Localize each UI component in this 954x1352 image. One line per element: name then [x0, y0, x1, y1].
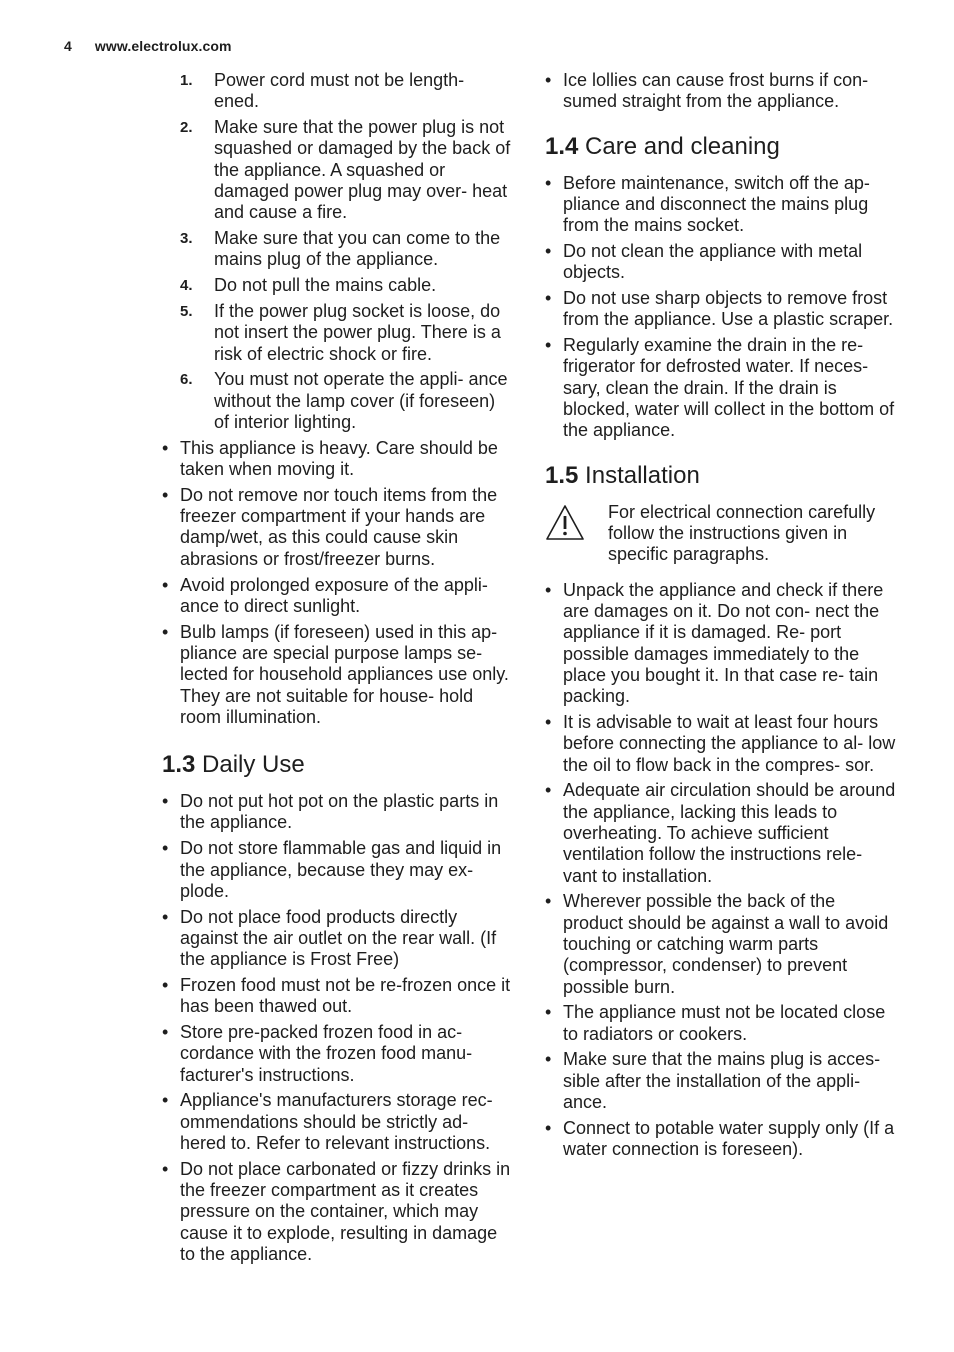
list-item-text: The appliance must not be located close to radiators or cookers. [563, 1002, 886, 1044]
numbered-list [180, 70, 514, 433]
safety-bullet-list [162, 438, 514, 728]
list-item [545, 241, 897, 284]
bullet-icon: • [162, 437, 169, 458]
list-item-text: Store pre-packed frozen food in ac- cordance with the frozen food manu- facturer's instructions. [180, 1022, 473, 1085]
bullet-icon: • [545, 1117, 552, 1138]
list-item-text: Frozen food must not be re-frozen once it has been thawed out. [180, 974, 511, 1017]
list-item-text: Unpack the appliance and check if there are damages on it. Do not con- nect the appliance if it is damaged. Re- port possible damages immediately to the place you bought it. In that case re- tain packing. [563, 579, 884, 707]
bullet-icon: • [162, 838, 169, 859]
numbered-item [180, 301, 514, 365]
list-item-text: Make sure that the mains plug is acces- sible after the installation of the appli- ance. [563, 1049, 881, 1112]
top-bullet-list [545, 70, 897, 113]
section-title: Care and cleaning [585, 132, 780, 160]
list-item-text: Do not place food products directly against the air outlet on the rear wall. (If the appliance is Frost Free) [180, 906, 497, 970]
item-number: 1. [180, 72, 193, 89]
list-item-text: Do not store flammable gas and liquid in the appliance, because they may ex- plode. [180, 838, 502, 901]
bullet-icon: • [545, 579, 552, 600]
section-number: 1.4 [545, 132, 579, 160]
list-item-text: Ice lollies can cause frost burns if con- sumed straight from the appliance. [563, 70, 869, 112]
list-item-text: Do not clean the appliance with metal objects. [563, 240, 863, 283]
list-item [162, 485, 514, 570]
item-number: 4. [180, 277, 193, 295]
list-item [162, 438, 514, 481]
bullet-icon: • [545, 172, 552, 193]
list-item [162, 975, 514, 1018]
list-item-text: Do not remove nor touch items from the freezer compartment if your hands are damp/wet, as this could cause skin abrasions or frost/freezer burns. [180, 484, 498, 569]
item-text: You must not operate the appli- ance without the lamp cover (if foreseen) of interior lighting. [214, 369, 508, 432]
item-number: 2. [180, 119, 193, 137]
section-heading-daily-use [162, 751, 514, 779]
bullet-icon: • [162, 621, 169, 642]
bullet-icon: • [545, 1002, 552, 1023]
numbered-item [180, 228, 514, 271]
bullet-icon: • [545, 711, 552, 732]
list-item-text: Avoid prolonged exposure of the appli- ance to direct sunlight. [180, 574, 488, 616]
list-item [162, 575, 514, 618]
item-text: Do not pull the mains cable. [214, 275, 437, 296]
care-and-cleaning-list [545, 173, 897, 442]
list-item [162, 1090, 514, 1154]
bullet-icon: • [162, 906, 169, 927]
list-item-text: Do not place carbonated or fizzy drinks in the freezer compartment as it creates pressure on the container, which may cause it to explode, resulting in damage to the appliance. [180, 1158, 511, 1265]
section-number: 1.3 [162, 751, 196, 779]
bullet-icon: • [545, 335, 552, 356]
item-number: 6. [180, 371, 193, 389]
list-item [545, 1049, 897, 1113]
warning-notice [545, 502, 897, 566]
numbered-item [180, 275, 514, 296]
bullet-icon: • [162, 1090, 169, 1111]
section-heading-care-and-cleaning [545, 133, 897, 161]
list-item-text: This appliance is heavy. Care should be taken when moving it. [180, 437, 498, 480]
section-title: Daily Use [202, 751, 305, 779]
list-item [545, 1118, 897, 1161]
list-item [545, 891, 897, 997]
item-text: Make sure that you can come to the mains plug of the appliance. [214, 228, 501, 270]
list-item [162, 907, 514, 971]
bullet-icon: • [545, 1049, 552, 1070]
list-item-text: Appliance's manufacturers storage rec- ommendations should be strictly ad- hered to. Refer to relevant instructions. [180, 1090, 493, 1154]
list-item [545, 288, 897, 331]
list-item [545, 780, 897, 886]
bullet-icon: • [545, 288, 552, 309]
list-item [545, 580, 897, 708]
list-item-text: Regularly examine the drain in the re- frigerator for defrosted water. If neces- sary, clean the drain. If the drain is blocked, water will collect in the bottom of the appliance. [563, 335, 895, 441]
right-column [545, 70, 897, 1165]
list-item [545, 712, 897, 776]
section-number: 1.5 [545, 461, 579, 489]
bullet-icon: • [162, 484, 169, 505]
bullet-icon: • [162, 974, 169, 995]
item-text: Make sure that the power plug is not squashed or damaged by the back of the appliance. A squashed or damaged power plug may over- heat and cause a fire. [214, 117, 511, 223]
list-item-text: Do not use sharp objects to remove frost from the appliance. Use a plastic scraper. [563, 288, 894, 330]
daily-use-list [162, 791, 514, 1265]
list-item [545, 173, 897, 237]
item-text: If the power plug socket is loose, do not insert the power plug. There is a risk of electric shock or fire. [214, 300, 501, 364]
numbered-item [180, 369, 514, 433]
page-number: 4 [64, 38, 72, 54]
list-item [545, 335, 897, 441]
bullet-icon: • [545, 240, 552, 261]
bullet-icon: • [545, 780, 552, 801]
list-item-text: Connect to potable water supply only (If a water connection is foreseen). [563, 1117, 895, 1160]
section-heading-installation [545, 462, 897, 490]
list-item-text: It is advisable to wait at least four hours before connecting the appliance to al- low the oil to flow back in the compres- sor. [563, 711, 896, 775]
bullet-icon: • [162, 1022, 169, 1043]
list-item [162, 622, 514, 728]
list-item-text: Do not put hot pot on the plastic parts in the appliance. [180, 791, 499, 833]
bullet-icon: • [545, 70, 552, 90]
item-number: 3. [180, 230, 193, 248]
warning-triangle-icon [545, 504, 585, 542]
list-item-text: Before maintenance, switch off the ap- pliance and disconnect the mains plug from the mains socket. [563, 172, 870, 236]
website-link[interactable]: www.electrolux.com [94, 38, 232, 54]
list-item [162, 838, 514, 902]
list-item [162, 791, 514, 834]
list-item [162, 1159, 514, 1265]
bullet-icon: • [162, 574, 169, 595]
bullet-icon: • [162, 791, 169, 812]
list-item-text: Bulb lamps (if foreseen) used in this ap- pliance are special purpose lamps se- lected for household appliances use only. They are not suitable for house- hold room illumination. [180, 621, 509, 727]
item-number: 5. [180, 302, 193, 320]
bullet-icon: • [162, 1158, 169, 1179]
left-column [162, 70, 514, 1270]
list-item-text: Adequate air circulation should be around the appliance, lacking this leads to overheating. To achieve sufficient ventilation follow the instructions rele- vant to installation. [563, 780, 896, 886]
page-header [64, 38, 232, 54]
warning-text: For electrical connection carefully follow the instructions given in specific paragraphs. [608, 501, 876, 565]
list-item [545, 1002, 897, 1045]
installation-list [545, 580, 897, 1161]
list-item-text: Wherever possible the back of the product should be against a wall to avoid touching or catching warm parts (compressor, condenser) to prevent possible burn. [563, 891, 889, 997]
list-item [545, 70, 897, 113]
list-item [162, 1022, 514, 1086]
item-text: Power cord must not be length- ened. [214, 70, 465, 112]
numbered-item [180, 70, 514, 113]
section-title: Installation [585, 461, 700, 489]
numbered-item [180, 117, 514, 223]
bullet-icon: • [545, 891, 552, 912]
